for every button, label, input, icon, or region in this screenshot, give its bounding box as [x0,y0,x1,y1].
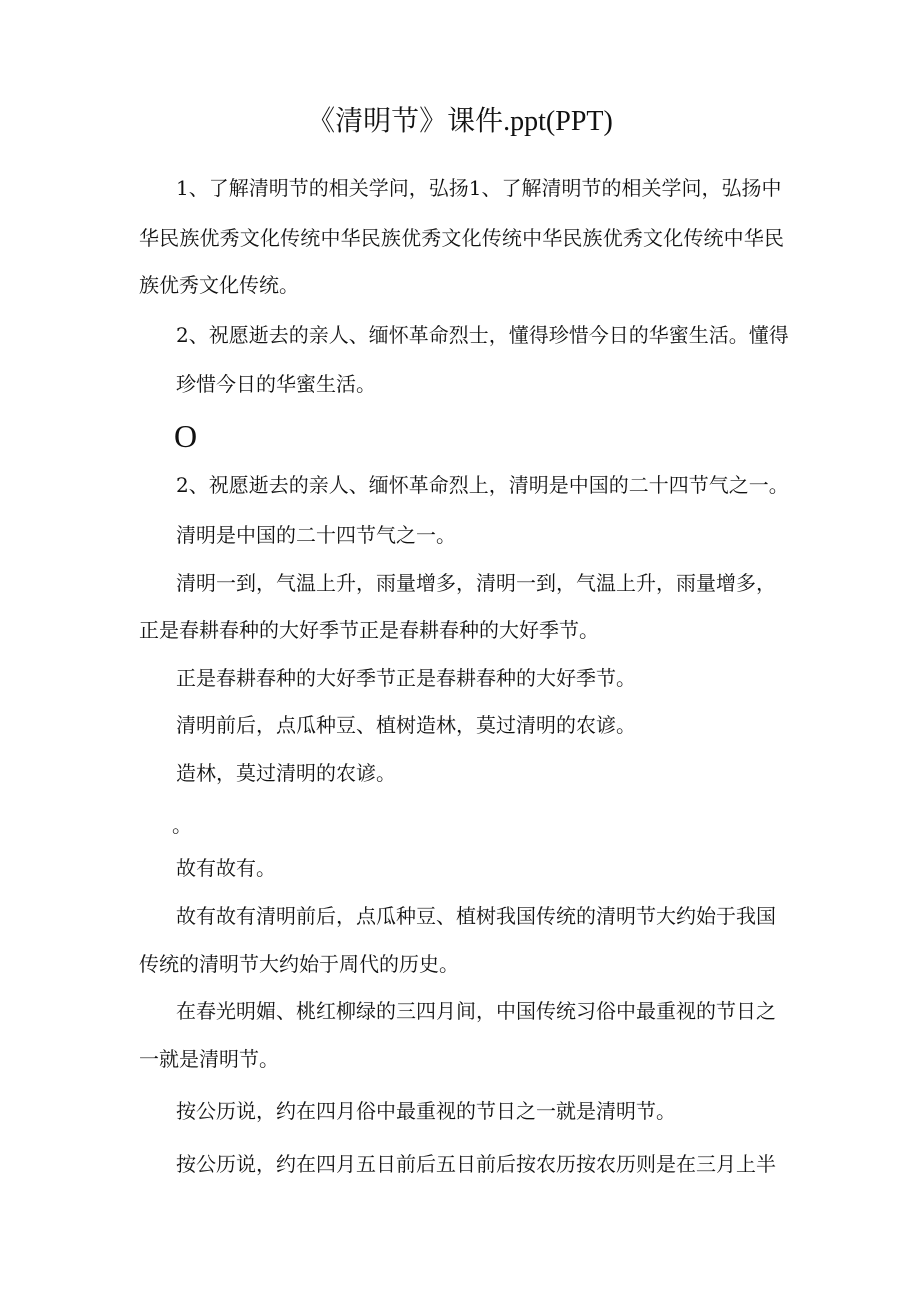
text-line-16: 在春光明媚、桃红柳绿的三四月间，中国传统习俗中最重视的节日之 [176,999,776,1023]
text-line-5: 珍惜今日的华蜜生活。 [176,372,376,396]
text-line-19: 按公历说，约在四月五日前后五日前后按农历按农历则是在三月上半 [176,1152,776,1176]
text-line-11: 清明前后，点瓜种豆、植树造林，莫过清明的农谚。 [176,713,636,737]
text-line-6: 2、祝愿逝去的亲人、缅怀革命烈上，清明是中国的二十四节气之一。 [176,473,789,497]
text-line-14: 故有故有清明前后，点瓜种豆、植树我国传统的清明节大约始于我国 [176,904,776,928]
stray-letter-o: O [174,418,198,454]
text-line-2: 华民族优秀文化传统中华民族优秀文化传统中华民族优秀文化传统中华民 [139,226,784,250]
document-title: 《清明节》课件.ppt(PPT) [307,106,613,137]
text-line-12: 造林，莫过清明的农谚。 [176,761,396,785]
text-line-9: 正是春耕春种的大好季节正是春耕春种的大好季节。 [139,618,599,642]
text-line-4: 2、祝愿逝去的亲人、缅怀革命烈士，懂得珍惜今日的华蜜生活。懂得 [176,323,789,347]
text-line-7: 清明是中国的二十四节气之一。 [176,523,456,547]
text-line-3: 族优秀文化传统。 [139,273,299,297]
text-line-13: 故有故有。 [176,856,276,880]
text-line-8: 清明一到，气温上升，雨量增多，清明一到，气温上升，雨量增多， [176,571,776,595]
text-line-10: 正是春耕春种的大好季节正是春耕春种的大好季节。 [176,666,636,690]
text-line-18: 按公历说，约在四月俗中最重视的节日之一就是清明节。 [176,1099,676,1123]
text-line-15: 传统的清明节大约始于周代的历史。 [139,952,459,976]
stray-period: 。 [172,813,192,837]
text-line-1: 1、了解清明节的相关学问，弘扬1、了解清明节的相关学问，弘扬中 [176,176,782,200]
text-line-17: 一就是清明节。 [139,1047,279,1071]
